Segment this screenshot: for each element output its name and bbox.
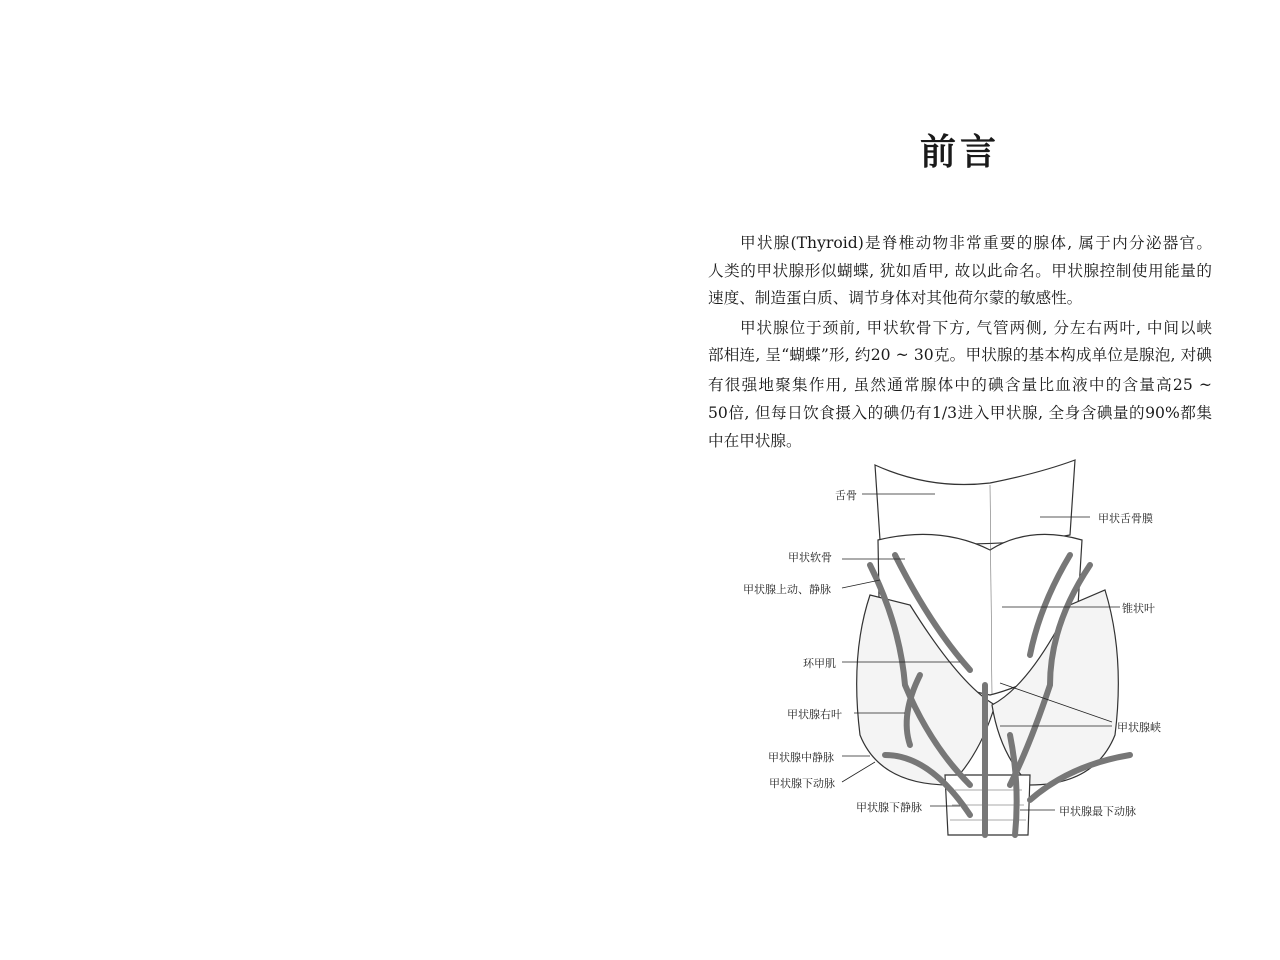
label-inferior-artery: 甲状腺下动脉 <box>769 777 835 790</box>
label-cricothyroid: 环甲肌 <box>803 657 836 670</box>
thyroid-anatomy-figure <box>730 455 1190 845</box>
page-title: 前言 <box>919 132 1000 173</box>
label-thyroid-cartilage: 甲状软骨 <box>788 551 832 564</box>
label-superior-vessels: 甲状腺上动、静脉 <box>743 583 831 596</box>
text-line: 部相连, 呈“蝴蝶”形, 约20 ~ 30克。甲状腺的基本构成单位是腺泡, 对碘 <box>708 346 1212 364</box>
text-line: 甲状腺位于颈前, 甲状软骨下方, 气管两侧, 分左右两叶, 中间以峡 <box>740 319 1212 337</box>
label-thyrohyoid-membrane: 甲状舌骨膜 <box>1098 512 1153 525</box>
text-line: 甲状腺(Thyroid)是脊椎动物非常重要的腺体, 属于内分泌器官。 <box>740 234 1212 252</box>
text-line: 中在甲状腺。 <box>708 432 802 450</box>
label-pyramidal-lobe: 锥状叶 <box>1122 602 1155 615</box>
label-middle-vein: 甲状腺中静脉 <box>768 751 834 764</box>
label-ima-artery: 甲状腺最下动脉 <box>1059 805 1136 818</box>
text-line: 50倍, 但每日饮食摄入的碘仍有1/3进入甲状腺, 全身含碘量的90%都集 <box>708 404 1212 422</box>
text-line: 有很强地聚集作用, 虽然通常腺体中的碘含量比血液中的含量高25 ~ <box>708 376 1212 394</box>
label-hyoid: 舌骨 <box>835 489 857 502</box>
label-right-lobe: 甲状腺右叶 <box>787 708 842 721</box>
text-line: 人类的甲状腺形似蝴蝶, 犹如盾甲, 故以此命名。甲状腺控制使用能量的 <box>708 262 1212 280</box>
text-line: 速度、制造蛋白质、调节身体对其他荷尔蒙的敏感性。 <box>708 289 1083 307</box>
label-inferior-vein: 甲状腺下静脉 <box>856 801 922 814</box>
label-isthmus: 甲状腺峡 <box>1117 721 1161 734</box>
